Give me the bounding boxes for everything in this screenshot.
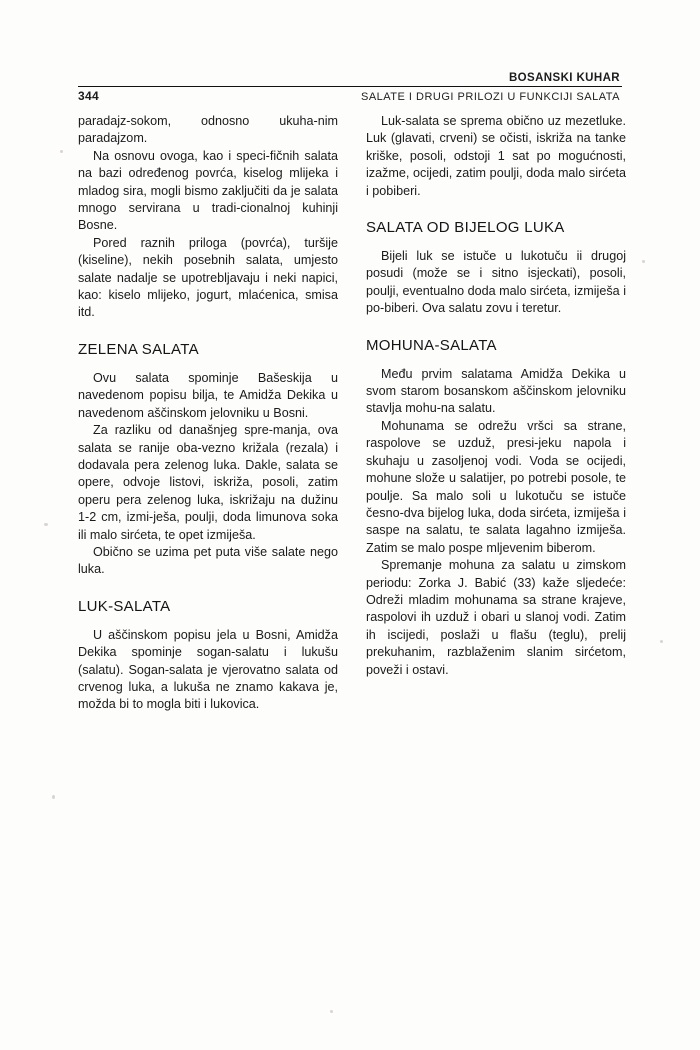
paragraph: Za razliku od današnjeg spre-manja, ova salata se ranije oba-vezno križala (rezala) i dodavala pera zelenog luka. Dakle, salata se opere, odvoje listovi, iskriža, posoli, zatim operu pera zelenog luka, iskrižaju na dužinu 1-2 cm, izmi-ješa, poulji, doda limunova soka ili malo sirćeta, te opet izmiješa. [78, 423, 338, 542]
page-header [78, 72, 622, 103]
paragraph: Pored raznih priloga (povrća), turšije (kiseline), nekih posebnih salata, umjesto salate nadalje se upotrebljavaju i neki napici, kao: kiselo mlijeko, jogurt, mlaćenica, smisa itd. [78, 235, 338, 320]
paper-speck [60, 150, 63, 153]
paragraph: Obično se uzima pet puta više salate nego luka. [78, 544, 338, 577]
paper-speck [330, 1010, 333, 1013]
section-heading-zelena-salata: ZELENA SALATA [78, 340, 199, 358]
section-heading-mohuna-salata: MOHUNA-SALATA [366, 336, 497, 354]
paper-speck [52, 795, 55, 799]
paper-speck [642, 260, 645, 263]
paper-speck [44, 523, 48, 526]
running-head: SALATE I DRUGI PRILOZI U FUNKCIJI SALATA [361, 91, 620, 103]
paragraph: U aščinskom popisu jela u Bosni, Amidža Dekika spominje sogan-salatu i lukušu (salatu). Sogan-salata je vjerovatno salata od crvenog luka, a lukuša ne znamo kakava je, možda bi to mogla biti i lukovica. [78, 627, 338, 712]
paragraph: Na osnovu ovoga, kao i speci-fičnih salata na bazi određenog povrća, kiselog mlijeka i mladog sira, mogli bismo zaključiti da je salata mnogo servirana u tradi-cionalnoj kuhinji Bosne. [78, 148, 338, 233]
right-column [366, 113, 626, 714]
paragraph: paradajz-sokom, odnosno ukuha-nim paradajzom. [78, 114, 338, 146]
section-heading-salata-od-bijelog-luka: SALATA OD BIJELOG LUKA [366, 219, 565, 237]
paragraph: Mohunama se odrežu vršci sa strane, raspolove se uzduž, presi-jeku napola i skuhaju u zasoljenoj vodi. Voda se ocijedi, mohune slože u salatijer, po potrebi posole, te poulje. Sa malo soli u lukotuču se istuče česno-dva bijelog luka, doda sirćeta, izmiješa i saspe na salatu, te salata lagahno izmiješa. Zatim se malo pospe mljevenim biberom. [366, 418, 626, 555]
left-column [78, 113, 338, 714]
paragraph: Među prvim salatama Amidža Dekika u svom starom bosanskom aščinskom jelovniku stavlja mohu-na salatu. [366, 366, 626, 416]
paragraph: Bijeli luk se istuče u lukotuču ii drugoj posudi (može se i sitno isjeckati), posoli, poulji, eventualno doda malo sirćeta, izmiješa i po-biberi. Ova salatu zovu i teretur. [366, 249, 626, 316]
section-heading-luk-salata: LUK-SALATA [78, 597, 171, 615]
paragraph: Luk-salata se sprema obično uz mezetluke. Luk (glavati, crveni) se očisti, iskriža na tanke kriške, posoli, odstoji 1 sat po mogućnosti, izažme, ocijedi, zatim poulji, doda malo sirćeta i pobiberi. [366, 114, 626, 198]
paragraph: Spremanje mohuna za salatu u zimskom periodu: Zorka J. Babić (33) kaže sljedeće: Odreži mladim mohunama sa strane krajeve, raspolovi ih uzduž i obari u slanoj vodi. Zatim ih iscijedi, poslaži u flašu (teglu), prelij prekuhanim, razblaženim slanim sirćetom, poveži i ostavi. [366, 558, 626, 677]
body-columns [78, 113, 626, 714]
book-title: BOSANSKI KUHAR [508, 72, 620, 84]
paper-speck [660, 640, 663, 643]
paragraph: Ovu salata spominje Bašeskija u navedenom popisu bilja, te Amidža Dekika u navedenom aščinskom jelovniku u Bosni. [78, 370, 338, 420]
page-number: 344 [78, 89, 99, 103]
